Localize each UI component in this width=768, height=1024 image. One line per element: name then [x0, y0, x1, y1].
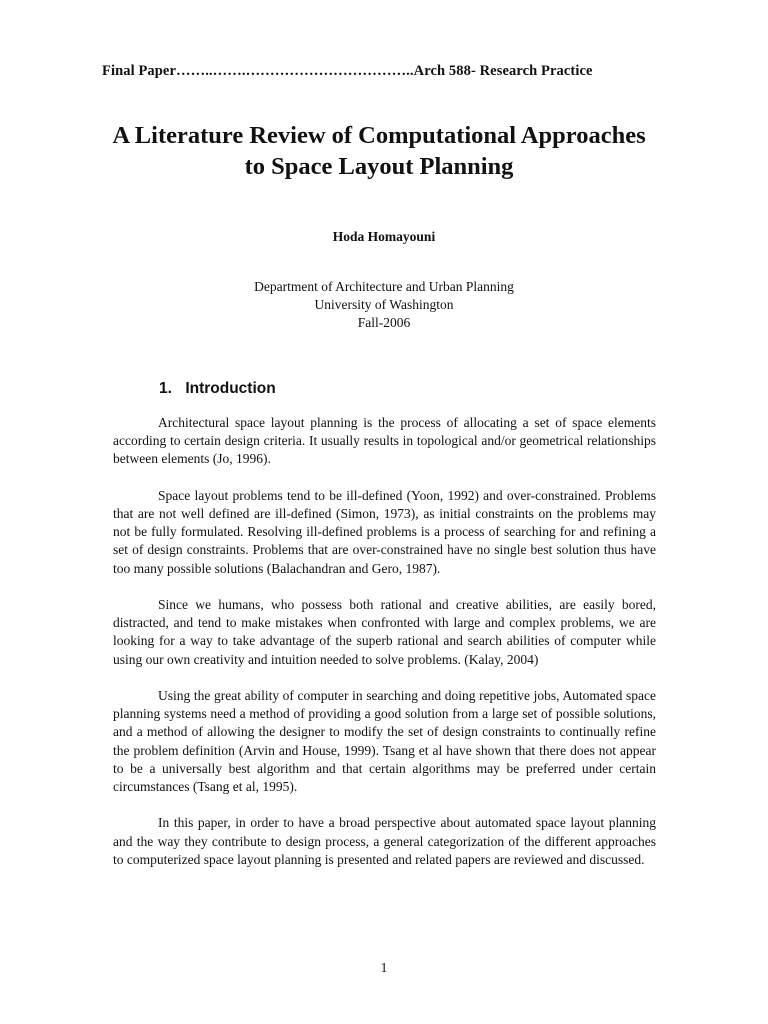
paper-title [60, 120, 698, 182]
section-number: 1. [159, 380, 172, 397]
running-header [102, 63, 662, 80]
section-title: Introduction [185, 380, 276, 397]
paper-title-line-2: to Space Layout Planning [244, 153, 514, 180]
term-label: Fall-2006 [357, 315, 411, 330]
paper-title-line-1: A Literature Review of Computational Approaches [112, 122, 646, 149]
department-name: Department of Architecture and Urban Planning [254, 279, 514, 294]
page-number: 1 [380, 960, 388, 975]
university-name: University of Washington [314, 297, 454, 312]
author-affiliation [0, 278, 768, 332]
paragraph: Using the great ability of computer in searching and doing repetitive jobs, Automated space planning systems need a method of providing a good solution from a large set of possible solutions, and a method of allowing the designer to modify the set of design constraints to continually refine the problem definition (Arvin and House, 1999). Tsang et al have shown that there does not appear to be a universally best algorithm and that certain algorithms may be preferred under certain circumstances (Tsang et al, 1995). [113, 688, 656, 795]
paragraph: Space layout problems tend to be ill-defined (Yoon, 1992) and over-constrained. Problems that are not well defined are ill-defined (Simon, 1973), as initial constraints on the problems may not be fully formulated. Resolving ill-defined problems is a process of searching for and refining a set of design constraints. Problems that are over-constrained have no single best solution thus have too many possible solutions (Balachandran and Gero, 1987). [113, 487, 656, 576]
paragraph: In this paper, in order to have a broad perspective about automated space layout planning and the way they contribute to design process, a general categorization of the different approaches to computerized space layout planning is presented and related papers are reviewed and discussed. [113, 815, 656, 867]
section-heading [159, 380, 276, 398]
body-text [113, 414, 656, 887]
author-name: Hoda Homayouni [332, 229, 436, 244]
header-left-text: Final Paper……..…….…………………………….. [102, 63, 414, 79]
paragraph: Since we humans, who possess both rational and creative abilities, are easily bored, distracted, and tend to make mistakes when confronted with large and complex problems, we are looking for a way to take advantage of the superb rational and search abilities of computer while using our own creativity and intuition needed to solve problems. (Kalay, 2004) [113, 597, 656, 667]
header-course-text: Arch 588- Research Practice [413, 63, 593, 79]
paragraph: Architectural space layout planning is the process of allocating a set of space elements according to certain design criteria. It usually results in topological and/or geometrical relationships between elements (Jo, 1996). [113, 415, 656, 467]
